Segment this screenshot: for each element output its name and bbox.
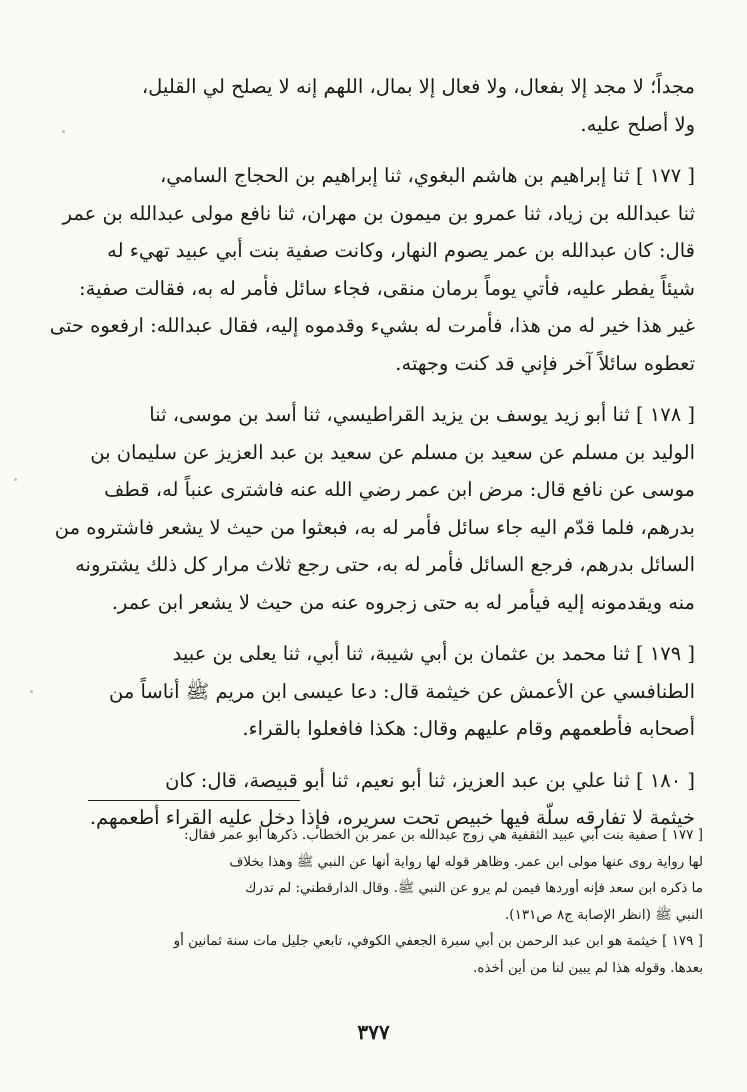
text-line: [ ١٧٧ ] ثنا إبراهيم بن هاشم البغوي، ثنا إبراهيم بن الحجاج السامي، [160, 164, 695, 187]
footnote-line: لها رواية روى عنها مولى ابن عمر. وظاهر قوله لها رواية أنها عن النبي ﷺ وهذا بخلاف [229, 853, 703, 870]
text-line: غير هذا خير له من هذا، فأمرت له بشيء وقدموه إليه، فقال عبدالله: ارفعوه حتى [50, 314, 695, 337]
text-line: [ ١٧٨ ] ثنا أبو زيد يوسف بن يزيد القراطيسي، ثنا أسد بن موسى، ثنا [149, 403, 695, 426]
footnote-line: النبي ﷺ (انظر الإصابة ج٨ ص١٣١). [505, 906, 703, 923]
text-line: بدرهم، فلما قدّم اليه جاء سائل فأمر له به، فبعثوا من حيث لا يشعر فاشتروه من [54, 515, 695, 539]
text-line: الطنافسي عن الأعمش عن خيثمة قال: دعا عيسى ابن مريم ﷺ أناساً من [109, 679, 695, 703]
text-line: الوليد بن مسلم عن سعيد بن مسلم عن سعيد بن عبد العزيز عن سليمان بن [90, 440, 695, 464]
text-line: خيثمة لا تفارقه سلّة فيها خبيص تحت سريره، فإذا دخل عليه القراء أطعمهم. [89, 806, 695, 829]
footnote-line: [ ١٧٧ ] صفية بنت أبي عبيد الثقفية هي زوج عبدالله بن عمر بن الخطاب. ذكرها أبو عمر فقال: [184, 827, 703, 843]
text-line: ثنا عبدالله بن زياد، ثنا عمرو بن ميمون بن مهران، ثنا نافع مولى عبدالله بن عمر [62, 201, 695, 225]
footnote-177 [52, 822, 703, 928]
text-line: شيئاً يفطر عليه، فأتي يوماً برمان منقى، فجاء سائل فأمر له به، فقالت صفية: [79, 276, 695, 300]
hadith-178 [50, 396, 695, 621]
main-text [50, 68, 695, 851]
footnote-line: بعدها. وقوله هذا لم يبين لنا من أين أخذه. [473, 959, 703, 976]
scan-speck [30, 690, 33, 693]
text-line: [ ١٨٠ ] ثنا علي بن عبد العزيز، ثنا أبو نعيم، ثنا أبو قبيصة، قال: كان [165, 768, 695, 792]
footnote-line: [ ١٧٩ ] خيثمة هو ابن عبد الرحمن بن أبي سبرة الجعفي الكوفي، تابعي جليل مات سنة ثمانين أو [173, 933, 703, 949]
text-line: تعطوه سائلاً آخر فإني قد كنت وجهته. [395, 351, 695, 375]
footnote-separator [88, 800, 300, 801]
text-line: أصحابه فأطعمهم وقام عليهم وقال: هكذا فافعلوا بالقراء. [242, 717, 695, 740]
footnote-179 [52, 928, 703, 981]
footnote-line: ما ذكره ابن سعد فإنه أوردها فيمن لم يرو عن النبي ﷺ. وقال الدارقطني: لم تدرك [245, 880, 703, 896]
scan-speck [14, 478, 17, 481]
text-line: قال: كان عبدالله بن عمر يصوم النهار، وكانت صفية بنت أبي عبيد تهيء له [107, 239, 695, 262]
footnotes [52, 822, 703, 981]
text-line: مجداً؛ لا مجد إلا بفعال، ولا فعال إلا بمال، اللهم إنه لا يصلح لي القليل، [141, 75, 695, 98]
text-line: السائل بدرهم، فرجع السائل فأمر له به، حتى رجع ثلاث مرار كل ذلك يشترونه [75, 553, 695, 576]
text-line: موسى عن نافع قال: مرض ابن عمر رضي الله عنه فاشترى عنباً له، قطف [104, 478, 695, 501]
text-line: منه ويقدمونه إليه فيأمر له به حتى زجروه عنه من حيث لا يشعر ابن عمر. [111, 590, 695, 614]
text-line: [ ١٧٩ ] ثنا محمد بن عثمان بن أبي شيبة، ثنا أبي، ثنا يعلى بن عبيد [172, 642, 695, 665]
page-number: ٣٧٧ [357, 1020, 390, 1044]
paragraph-continuation [50, 68, 695, 143]
text-line: ولا أصلح عليه. [580, 112, 695, 136]
hadith-177 [50, 157, 695, 382]
hadith-179 [50, 635, 695, 748]
